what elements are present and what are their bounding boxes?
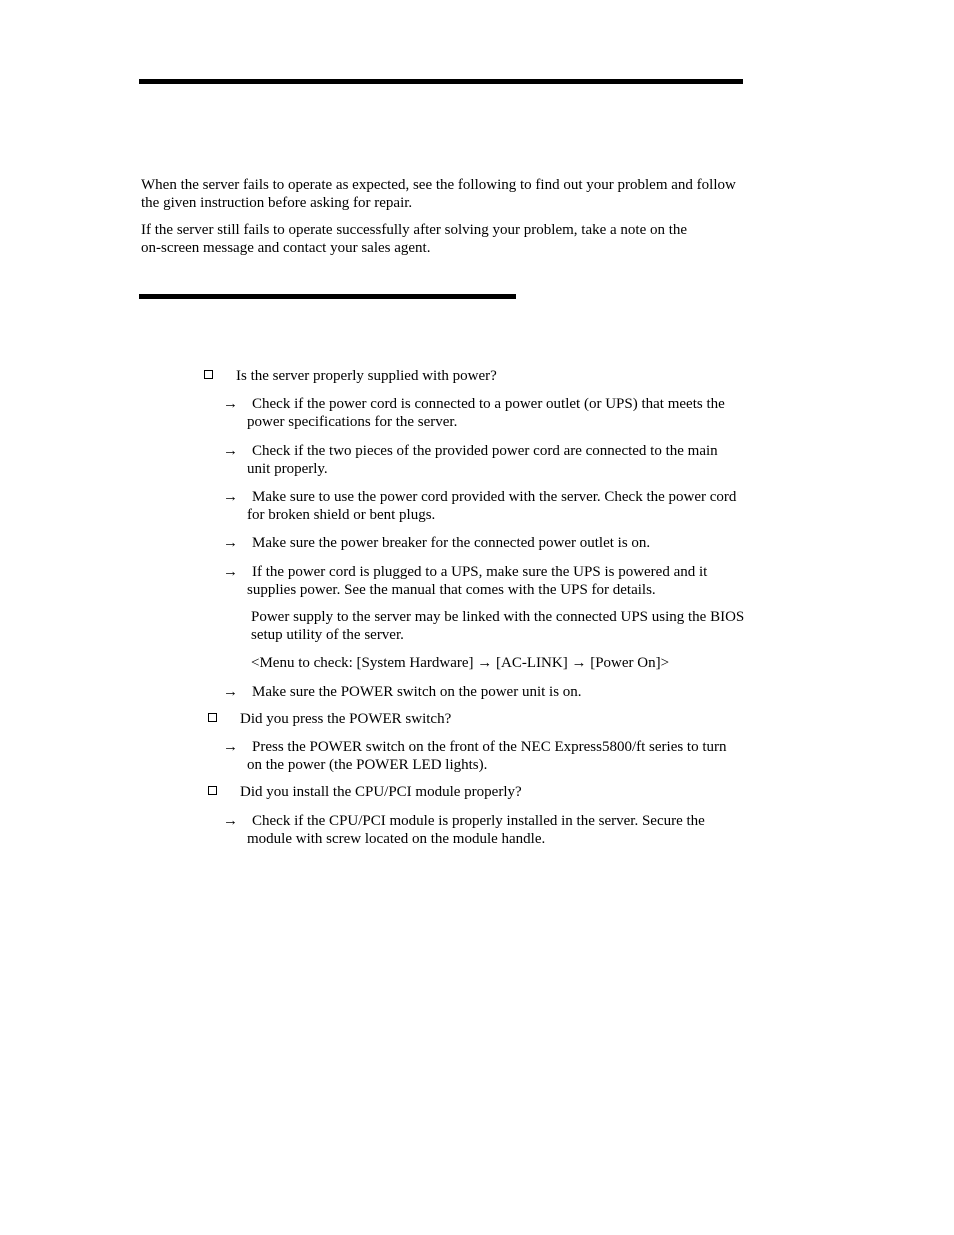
right-arrow-icon: → (223, 684, 238, 700)
right-arrow-icon: → (223, 813, 238, 829)
right-arrow-icon: → (223, 535, 238, 551)
step-text: Press the POWER switch on the front of the NEC Express5800/ft series to turn on the power (the POWER LED lights). (247, 739, 727, 773)
step-text: Check if the CPU/PCI module is properly installed in the server. Secure the module with screw located on the module handle. (247, 813, 705, 847)
question-text: Is the server properly supplied with power? (236, 368, 497, 384)
step-text: Check if the two pieces of the provided power cord are connected to the main unit properly. (247, 443, 718, 477)
checkbox-square-icon (204, 370, 213, 379)
right-arrow-icon: → (223, 564, 238, 580)
step-text: If the power cord is plugged to a UPS, make sure the UPS is powered and it supplies power. See the manual that comes with the UPS for details. (247, 564, 708, 598)
checkbox-square-icon (208, 786, 217, 795)
step-text: Make sure to use the power cord provided with the server. Check the power cord for broken shield or bent plugs. (247, 489, 737, 523)
right-arrow-icon: → (223, 396, 238, 412)
intro-paragraph-2: If the server still fails to operate successfully after solving your problem, take a note on the on-screen message and contact your sales agent. (141, 222, 688, 256)
right-arrow-icon: → (223, 739, 238, 755)
step-text: Check if the power cord is connected to a power outlet (or UPS) that meets the power specifications for the server. (247, 396, 725, 430)
right-arrow-icon: → (223, 443, 238, 459)
intro-paragraph-1: When the server fails to operate as expected, see the following to find out your problem and follow the given instruction before asking for repair. (141, 177, 736, 211)
question-text: Did you press the POWER switch? (240, 711, 452, 727)
question-text: Did you install the CPU/PCI module properly? (240, 784, 522, 800)
top-section-rule (139, 79, 743, 84)
right-arrow-icon: → (223, 489, 238, 505)
step-text: Make sure the power breaker for the connected power outlet is on. (252, 535, 651, 551)
subsection-rule (139, 294, 516, 299)
ups-note: Power supply to the server may be linked with the connected UPS using the BIOS setup utility of the server. (251, 609, 745, 643)
menu-path-note: <Menu to check: [System Hardware] → [AC-LINK] → [Power On]> (251, 655, 670, 671)
step-text: Make sure the POWER switch on the power unit is on. (252, 684, 582, 700)
checkbox-square-icon (208, 713, 217, 722)
